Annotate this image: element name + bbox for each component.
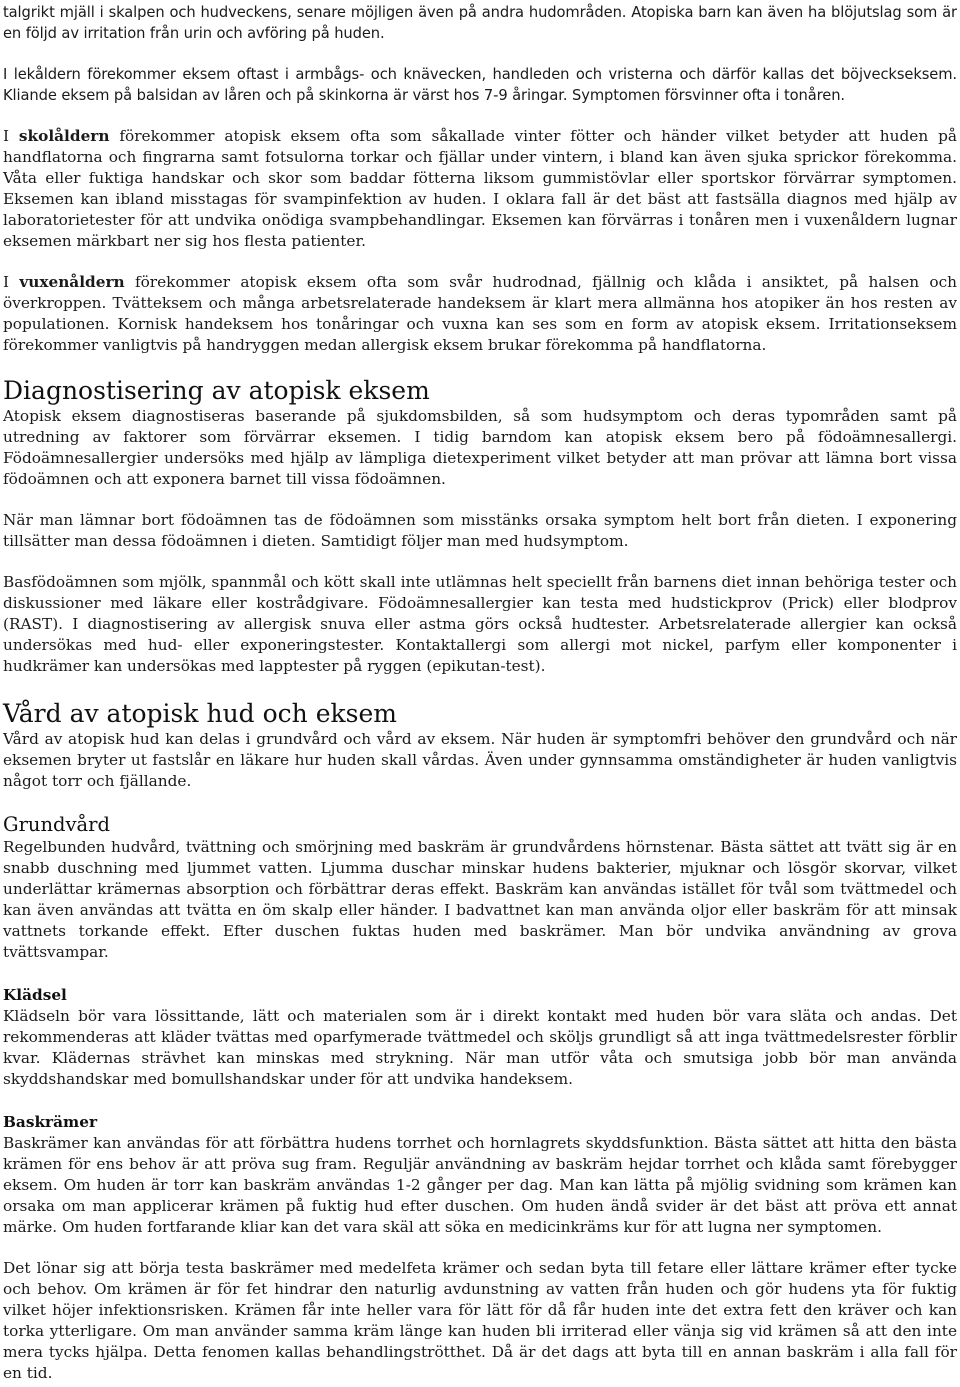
heading-kladsel: Klädsel	[3, 986, 67, 1004]
intro-paragraph-lekaldern: I lekåldern förekommer eksem oftast i armbågs- och knävecken, handleden och vristerna och därför kallas det böjveckseksem. Kliande eksem på balsidan av låren och på skinkorna är värst hos 7-9 åringar. Symptomen försvinner ofta i tonåren.	[3, 66, 957, 104]
kladsel-paragraph-1: Klädseln bör vara lössittande, lätt och materialen som är i direkt kontakt med huden bör vara släta och andas. Det rekommenderas att kläder tvättas med oparfymerade tvättmedel och sköljs grundligt så att inga tvättmedelsrester förblir kvar. Klädernas strävhet kan minskas med strykning. När man utför våta och smutsiga jobb bör man använda skyddshandskar med bomullshandskar under för att undvika handeksem.	[3, 1007, 957, 1088]
grundvard-paragraph-1: Regelbunden hudvård, tvättning och smörjning med baskräm är grundvårdens hörnstenar. Bästa sättet att tvätt sig är en snabb duschning med ljummet vatten. Ljumma duschar minskar hudens bakterier, mjuknar och lösgör skorvar, vilket underlättar krämernas absorption och förbättrar deras effekt. Baskräm kan användas istället för tvål som tvättmedel och kan även användas att tvätta en öm skalp eller händer. I badvattnet kan man använda oljor eller baskräm för att minsak vattnets torkande effekt. Efter duschen fuktas huden med baskrämer. Man bör undvika användning av grova tvättsvampar.	[3, 838, 957, 961]
vuxenaldern-text: förekommer atopisk eksem ofta som svår hudrodnad, fjällnig och klåda i ansiktet, på halsen och överkroppen. Tvätteksem och många arbetsrelaterade handeksem är klart mera allmänna hos atopiker än hos resten av populationen. Kornisk handeksem hos tonåringar och vuxna kan ses som en form av atopisk eksem. Irritationseksem förekommer vanligtvis på handryggen medan allergisk eksem brukar förekomma på handflatorna.	[3, 273, 957, 354]
baskramer-paragraph-1: Baskrämer kan användas för att förbättra hudens torrhet och hornlagrets skyddsfunktion. Bästa sättet att hitta den bästa krämen för ens behov är att pröva sug fram. Reguljär användning av baskräm hejdar torrhet och klåda samt förebygger eksem. Om huden är torr kan baskräm användas 1-2 gånger per dag. Man kan lätta på mjölig svidning som krämen kan orsaka om man applicerar krämen på fuktig hud efter duschen. Om huden ändå svider är det bäst att pröva ett annat märke. Om huden fortfarande kliar kan det vara skäl att söka en medicinkräms kur för att lugna ner symptomen.	[3, 1134, 957, 1236]
intro-paragraph-vuxenaldern	[3, 272, 957, 356]
skolaldern-prefix: I	[3, 127, 19, 145]
skolaldern-term: skolåldern	[18, 127, 110, 145]
vuxenaldern-term: vuxenåldern	[19, 273, 125, 291]
diagnos-paragraph-1: Atopisk eksem diagnostiseras baserande på sjukdomsbilden, så som hudsymptom och deras typområden samt på utredning av faktorer som förvärrar eksemen. I tidig barndom kan atopisk eksem bero på födoämnesallergi. Födoämnesallergier undersöks med hjälp av lämpliga dietexperiment vilket betyder att man prövar att lämna bort vissa födoämnen och att exponera barnet till vissa födoämnen.	[3, 407, 957, 488]
baskramer-paragraph-2: Det lönar sig att börja testa baskrämer med medelfeta krämer och sedan byta till fetare eller lättare krämer efter tycke och behov. Om krämen är för fet hindrar den naturlig avdunstning av vatten från huden och gör hudens yta för fuktig vilket höjer infektionsrisken. Krämen får inte heller vara för lätt för då får huden inte det extra fett den kräver och kan torka ytterligare. Om man använder samma kräm länge kan huden bli irriterad eller vänja sig vid krämen så att den inte mera tycks hjälpa. Detta fenomen kallas behandlingströtthet. Då är det dags att byta till en annan baskräm i alla fall för en tid.	[3, 1259, 957, 1382]
heading-baskramer: Baskrämer	[3, 1113, 97, 1131]
diagnos-paragraph-3: Basfödoämnen som mjölk, spannmål och kött skall inte utlämnas helt speciellt från barnens diet innan behöriga tester och diskussioner med läkare eller kostrådgivare. Födoämnesallergier kan testa med hudstickprov (Prick) eller blodprov (RAST). I diagnostisering av allergisk snuva eller astma görs också hudtester. Arbetsrelaterade allergier kan också undersökas med hud- eller exponeringstester. Kontaktallergi som allergi mot nickel, parfym eller komponenter i hudkrämer kan undersökas med lapptester på ryggen (epikutan-test).	[3, 573, 957, 675]
intro-paragraph-1: talgrikt mjäll i skalpen och hudveckens, senare möjligen även på andra hudområden. Atopiska barn kan även ha blöjutslag som är en följd av irritation från urin och avföring på huden.	[3, 4, 957, 42]
vard-paragraph-1: Vård av atopisk hud kan delas i grundvård och vård av eksem. När huden är symptomfri behöver den grundvård och när eksemen bryter ut fastslår en läkare hur huden skall vårdas. Även under gynnsamma omständigheter är huden vanligtvis något torr och fjällande.	[3, 730, 957, 790]
heading-vard: Vård av atopisk hud och eksem	[3, 699, 397, 728]
intro-paragraph-skolaldern	[3, 126, 957, 252]
vuxenaldern-prefix: I	[3, 273, 20, 291]
heading-grundvard: Grundvård	[3, 813, 110, 836]
skolaldern-text: förekommer atopisk eksem ofta som såkallade vinter fötter och händer vilket betyder att huden på handflatorna och fingrarna samt fotsulorna torkar och fjällar under vintern, i bland kan även sjuka sprickor förekomma. Våta eller fuktiga handskar och skor som baddar fötterna liksom gummistövlar eller sportskor förvärrar symptomen. Eksemen kan ibland misstagas för svampinfektion av huden. I oklara fall är det bäst att fastsälla diagnos med hjälp av laboratorietester för att undvika onödiga svampbehandlingar. Eksemen kan förvärras i tonåren men i vuxenåldern lugnar eksemen märkbart ner sig hos flesta patienter.	[3, 127, 957, 250]
diagnos-paragraph-2: När man lämnar bort födoämnen tas de födoämnen som misstänks orsaka symptom helt bort från dieten. I exponering tillsätter man dessa födoämnen i dieten. Samtidigt följer man med hudsymptom.	[3, 511, 957, 550]
heading-diagnostisering: Diagnostisering av atopisk eksem	[3, 376, 430, 405]
